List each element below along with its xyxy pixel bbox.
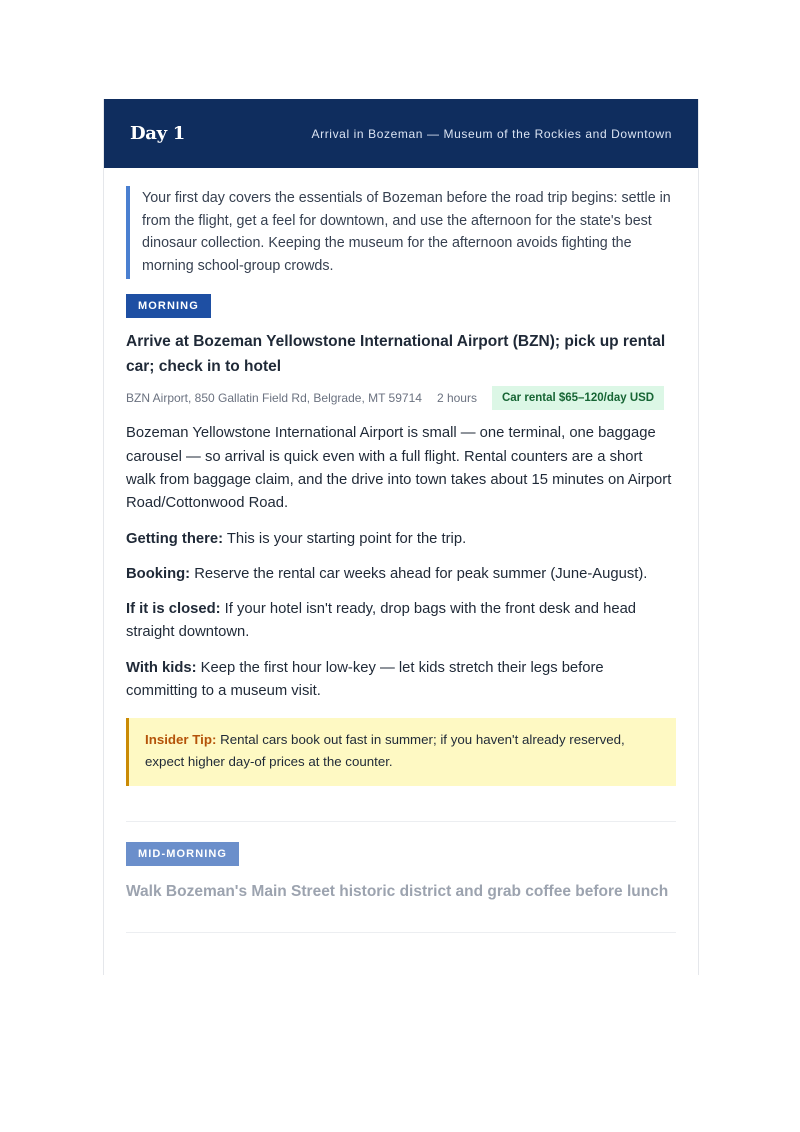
time-badge-mid-morning: MID-MORNING	[126, 842, 239, 866]
activity-duration: 2 hours	[436, 391, 477, 406]
insider-tip	[126, 718, 676, 786]
note-if-closed	[126, 598, 676, 645]
day-title: Day 1	[130, 123, 186, 144]
note-text: This is your starting point for the trip.	[223, 530, 467, 547]
activity-divider	[126, 932, 676, 933]
tip-text: Rental cars book out fast in summer; if you haven't already reserved, expect higher day-of prices at the counter.	[145, 732, 625, 770]
note-getting-there	[126, 528, 676, 551]
day-intro: Your first day covers the essentials of Bozeman before the road trip begins: settle in from the flight, get a feel for downtown, and use the afternoon for the state's best dinosaur collection. Keeping the museum for the afternoon avoids fighting the morning school-group crowds.	[126, 186, 676, 279]
note-text: Reserve the rental car weeks ahead for peak summer (June-August).	[190, 565, 648, 582]
day-header	[104, 99, 698, 168]
activity-morning	[126, 279, 676, 786]
note-label: If it is closed:	[126, 601, 221, 618]
activity-title: Walk Bozeman's Main Street historic district and grab coffee before lunch	[126, 883, 669, 901]
note-booking	[126, 563, 676, 586]
activity-address: BZN Airport, 850 Gallatin Field Rd, Belgrade, MT 59714	[126, 391, 422, 406]
day-card	[103, 99, 699, 975]
day-content	[104, 168, 698, 933]
price-badge: Car rental $65–120/day USD	[492, 386, 664, 410]
activity-meta	[126, 386, 676, 410]
note-label: Getting there:	[126, 530, 224, 547]
activity-title: Arrive at Bozeman Yellowstone International Airport (BZN); pick up rental car; check in to hotel	[126, 333, 666, 376]
tip-label: Insider Tip:	[145, 732, 217, 748]
note-with-kids	[126, 657, 676, 704]
day-subtitle: Arrival in Bozeman — Museum of the Rockies and Downtown	[311, 126, 672, 141]
activity-mid-morning	[126, 822, 676, 904]
note-label: Booking:	[126, 565, 191, 582]
note-label: With kids:	[126, 659, 197, 676]
time-badge-morning: MORNING	[126, 294, 211, 318]
note-text: Keep the first hour low-key — let kids stretch their legs before committing to a museum visit.	[126, 659, 604, 700]
note-text: If your hotel isn't ready, drop bags with the front desk and head straight downtown.	[126, 601, 637, 641]
activity-description: Bozeman Yellowstone International Airport is small — one terminal, one baggage carousel — so arrival is quick even with a full flight. Rental counters are a short walk from baggage claim, and the drive into town takes about 15 minutes on Airport Road/Cottonwood Road.	[126, 425, 672, 512]
